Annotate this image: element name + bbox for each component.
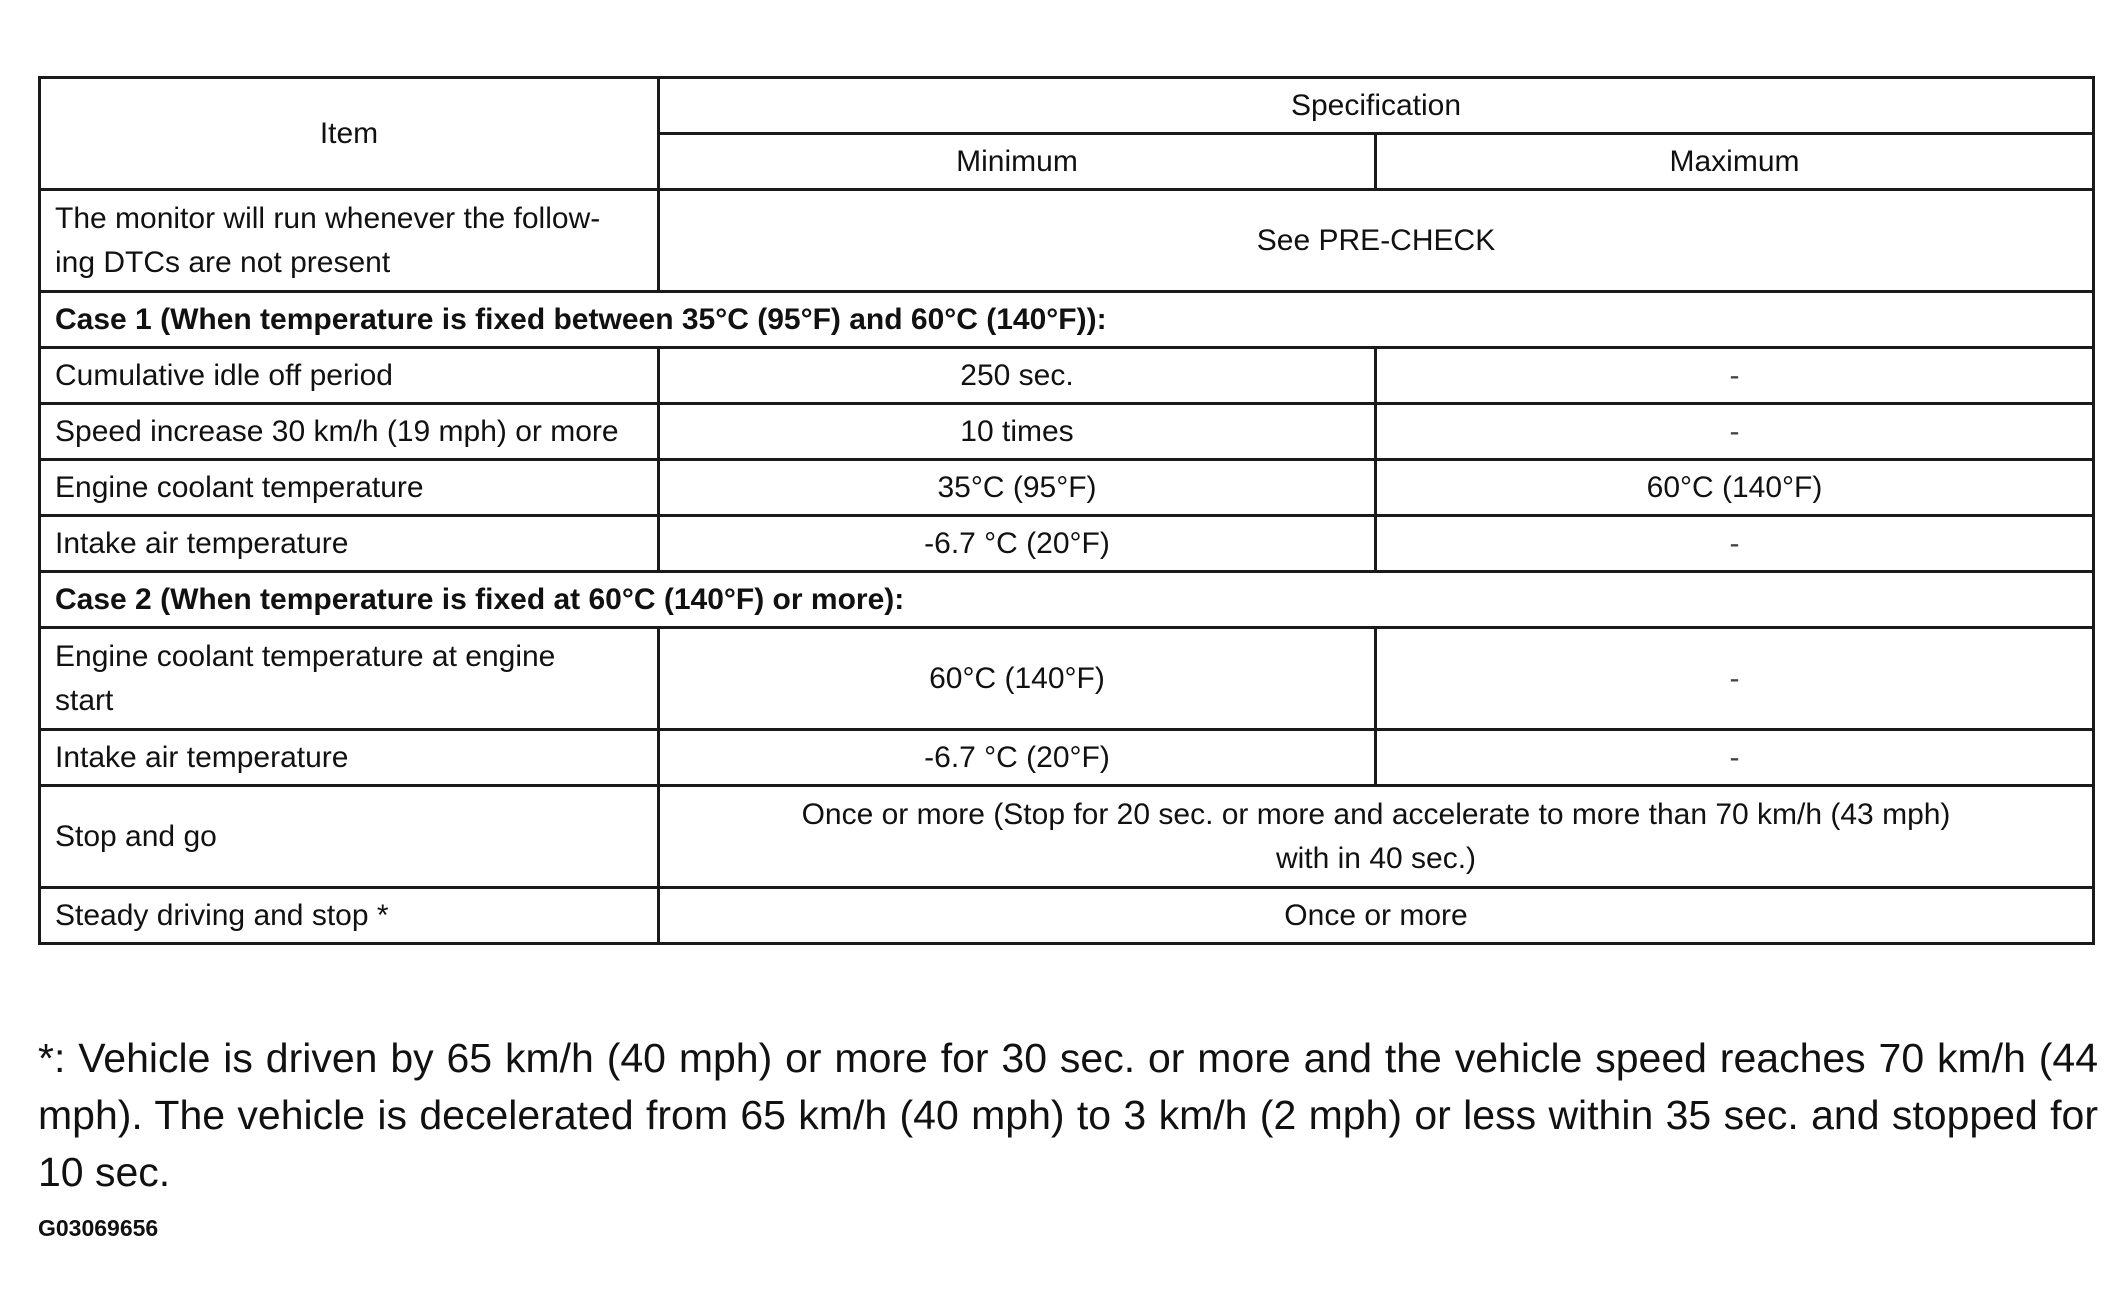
case-row	[40, 292, 2094, 348]
minimum-column-header: Minimum	[659, 134, 1376, 190]
case-title: Case 2 (When temperature is fixed at 60°C (140°F) or more):	[40, 572, 2094, 628]
spec-line: Once or more (Stop for 20 sec. or more and accelerate to more than 70 km/h (43 mph)	[801, 797, 1951, 831]
spec-cell: See PRE-CHECK	[659, 190, 2094, 292]
table-row	[40, 516, 2094, 572]
figure-id: G03069656	[38, 1215, 159, 1241]
item-cell: Intake air temperature	[40, 730, 659, 786]
item-cell: Engine coolant temperature	[40, 460, 659, 516]
item-cell	[40, 190, 659, 292]
minimum-cell: -6.7 °C (20°F)	[659, 730, 1376, 786]
table-row	[40, 460, 2094, 516]
maximum-cell: -	[1376, 348, 2094, 404]
item-line: ing DTCs are not present	[55, 245, 391, 279]
table-row	[40, 628, 2094, 730]
maximum-cell: -	[1376, 516, 2094, 572]
minimum-cell: 250 sec.	[659, 348, 1376, 404]
minimum-cell: 35°C (95°F)	[659, 460, 1376, 516]
maximum-column-header: Maximum	[1376, 134, 2094, 190]
minimum-cell: -6.7 °C (20°F)	[659, 516, 1376, 572]
footnote: *: Vehicle is driven by 65 km/h (40 mph) or more for 30 sec. or more and the vehicle speed reaches 70 km/h (44 mph). The vehicle is decelerated from 65 km/h (40 mph) to 3 km/h (2 mph) or less within 35 sec. and stopped for 10 sec.	[38, 1035, 2098, 1195]
header-row-1	[40, 78, 2094, 134]
item-line: start	[55, 683, 114, 717]
item-cell: Steady driving and stop *	[40, 888, 659, 944]
item-line: The monitor will run whenever the follow-	[55, 201, 601, 235]
table-row	[40, 786, 2094, 888]
table-row	[40, 190, 2094, 292]
minimum-cell: 60°C (140°F)	[659, 628, 1376, 730]
table-row	[40, 348, 2094, 404]
item-cell: Stop and go	[40, 786, 659, 888]
specification-column-header: Specification	[659, 78, 2094, 134]
spec-line: with in 40 sec.)	[1275, 841, 1477, 875]
item-cell: Speed increase 30 km/h (19 mph) or more	[40, 404, 659, 460]
spec-cell	[659, 786, 2094, 888]
spec-cell: Once or more	[659, 888, 2094, 944]
item-cell: Cumulative idle off period	[40, 348, 659, 404]
table-row	[40, 888, 2094, 944]
maximum-cell: -	[1376, 730, 2094, 786]
item-line: Engine coolant temperature at engine	[55, 639, 556, 673]
item-column-header: Item	[40, 78, 659, 190]
case-row	[40, 572, 2094, 628]
minimum-cell: 10 times	[659, 404, 1376, 460]
maximum-cell: -	[1376, 404, 2094, 460]
item-cell: Intake air temperature	[40, 516, 659, 572]
maximum-cell: 60°C (140°F)	[1376, 460, 2094, 516]
specification-table	[38, 76, 2095, 945]
maximum-cell: -	[1376, 628, 2094, 730]
item-cell	[40, 628, 659, 730]
case-title: Case 1 (When temperature is fixed between 35°C (95°F) and 60°C (140°F)):	[40, 292, 2094, 348]
table-row	[40, 730, 2094, 786]
table-row	[40, 404, 2094, 460]
